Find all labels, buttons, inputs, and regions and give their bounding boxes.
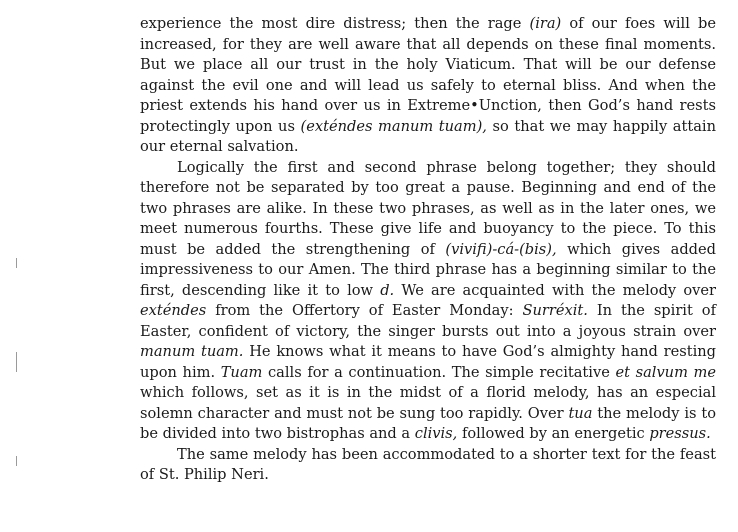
paragraph-2 [140, 158, 716, 445]
text-run: the melody is to be divided into two bistrophas and a [140, 404, 716, 442]
italic-term: clivis, [414, 425, 458, 442]
text-run: which follows, set as it is in the midst of a florid melody, has an especial solemn character and must not be sung too rapidly. Over [140, 384, 716, 422]
italic-term: manum tuam. [140, 343, 244, 360]
italic-term: d. [380, 281, 395, 299]
text-run: calls for a continuation. The simple recitative [262, 363, 616, 381]
italic-term: Tuam [220, 363, 263, 381]
margin-mark-middle [16, 352, 17, 372]
text-run: followed by an energetic [457, 425, 650, 442]
italic-term: (exténdes manum tuam), [300, 117, 487, 135]
text-run: We are acquainted with the melody over [394, 281, 716, 299]
text-run: In the spirit of Easter, confident of victory, the singer bursts out into a joyous strain over [140, 302, 716, 340]
text-run: from the Offertory of Easter Monday: [206, 302, 523, 319]
text-run: so that we may happily attain our eternal salvation. [140, 117, 716, 155]
text-run: of our foes will be increased, for they are well aware that all depends on these final moments. But we place all our trust in the holy Viaticum. That will be our defense against the evil one and will lead us safely to eternal bliss. And when the priest extends his hand over us in Extreme•Unction, then God’s hand rests protectingly upon us [140, 15, 716, 135]
paragraph-3 [140, 445, 716, 486]
italic-term: et salvum me [615, 363, 717, 381]
italic-term: exténdes [140, 302, 207, 319]
text-run: Logically the first and second phrase belong together; they should therefore not be separated by too great a pause. Beginning and end of the two phrases are alike. In these two phrases, as well as in the later ones, we meet numerous fourths. These give life and buoyancy to the piece. To this must be added the strengthening of [140, 158, 716, 258]
italic-term: pressus. [649, 425, 711, 442]
text-run: He knows what it means to have God’s almighty hand resting upon him. [140, 343, 716, 381]
margin-mark-top [16, 258, 17, 268]
text-run: experience the most dire distress; then the rage [140, 15, 530, 32]
text-run: which gives added impressiveness to our Amen. The third phrase has a beginning similar to the first, descending like it to low [140, 240, 716, 299]
document-page [140, 14, 716, 486]
margin-mark-bottom [16, 456, 17, 466]
italic-term: Surréxit. [522, 302, 588, 319]
italic-term: (ira) [529, 15, 562, 32]
paragraph-1 [140, 14, 716, 158]
text-run: The same melody has been accommodated to a shorter text for the feast of St. Philip Neri. [140, 445, 716, 483]
italic-term: tua [568, 404, 593, 422]
italic-term: (vivifi)-cá-(bis), [445, 240, 557, 258]
